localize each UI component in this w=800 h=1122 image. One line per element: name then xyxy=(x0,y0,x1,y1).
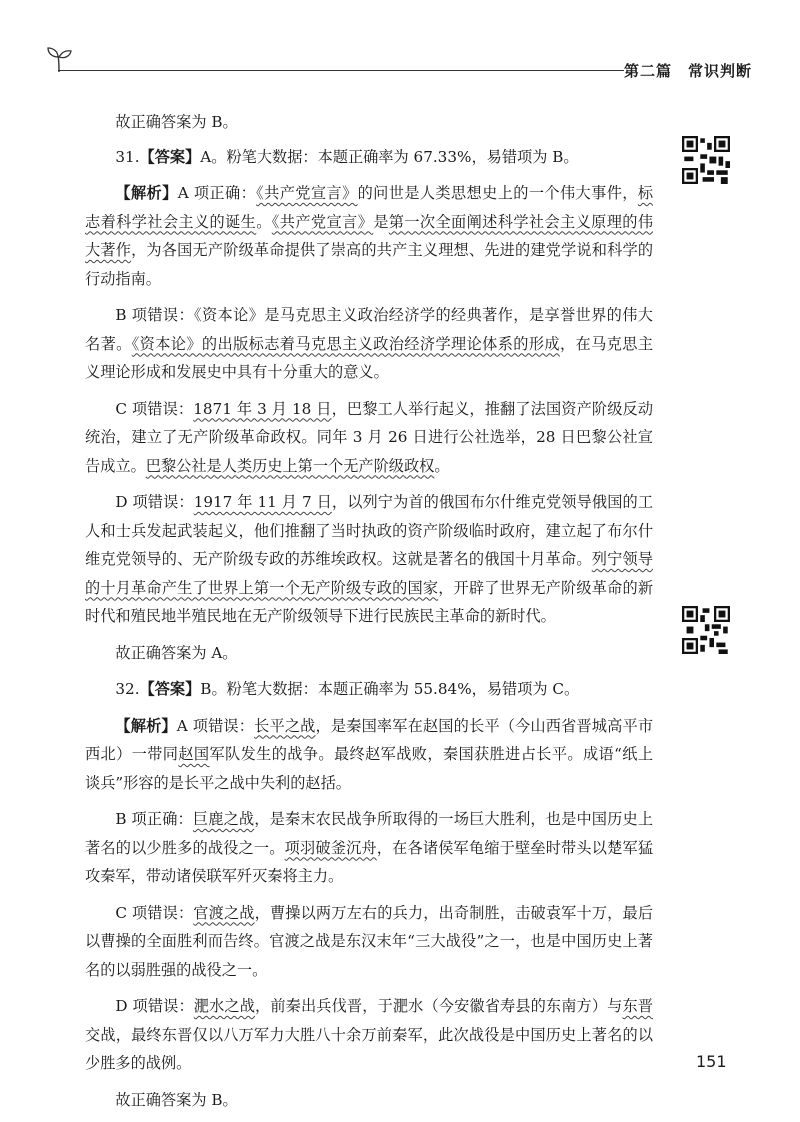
analysis-31-a xyxy=(85,179,653,293)
emphasis-text: 长平之战 xyxy=(254,716,316,735)
emphasis-text: 官渡之战 xyxy=(193,903,255,922)
analysis-text: ，为各国无产阶级革命提供了崇高的共产主义理想、先进的建党学说和科学的行动指南。 xyxy=(85,241,654,288)
emphasis-text: 1917 年 11 月 7 日 xyxy=(193,493,332,511)
question-number: 31. xyxy=(115,147,140,166)
emphasis-text: 巨鹿之战 xyxy=(192,810,255,828)
emphasis-text: 1871 年 3 月 18 日 xyxy=(193,399,332,418)
conclusion-text: 故正确答案为 B。 xyxy=(115,113,238,131)
analysis-tag: 【解析】 xyxy=(115,184,178,202)
analysis-text: ，曹操以两万左右的兵力，出奇制胜，击破袁军十万，最后以曹操的全面胜利而告终。官渡之战是东汉末年“三大战役”之一，也是中国历史上著名的以弱胜强的战役之一。 xyxy=(85,903,653,979)
analysis-31-c xyxy=(85,395,653,481)
emphasis-text: 列宁领导的十月革命产生了世界上第一个无产阶级专政的国家 xyxy=(85,550,654,597)
answer-32 xyxy=(85,675,653,704)
analysis-32-a xyxy=(85,712,653,798)
emphasis-text: 淝水之战 xyxy=(193,997,256,1015)
analysis-text: 军队发生的战争。最终赵军战败，秦国获胜进占长平。成语“纸上谈兵”形容的是长平之战中失利的赵括。 xyxy=(85,745,654,792)
answer-tag: 【答案】 xyxy=(139,147,201,166)
analysis-text: A 项错误： xyxy=(176,716,255,735)
page-number: 151 xyxy=(696,1052,727,1071)
answer-explanations xyxy=(85,108,653,1122)
emphasis-text: 《资本论》的出版标志着马克思主义政治经济学理论体系的形成 xyxy=(131,334,560,353)
emphasis-text: 巴黎公社是人类历史上第一个无产阶级政权 xyxy=(145,456,435,475)
emphasis-text: 第一次全面阐述科学社会主义原理的伟大著作 xyxy=(85,212,654,259)
qr-code-icon xyxy=(682,606,730,654)
conclusion-text: 故正确答案为 A。 xyxy=(115,643,238,662)
answer-31 xyxy=(85,143,653,172)
analysis-text: B 项正确： xyxy=(115,810,193,828)
answer-tag: 【答案】 xyxy=(139,680,201,698)
analysis-tag: 【解析】 xyxy=(115,716,177,735)
analysis-text: 。 xyxy=(434,456,450,475)
analysis-text: C 项错误： xyxy=(115,903,194,922)
question-number: 32. xyxy=(115,680,140,698)
analysis-text: 交战，最终东晋仅以八万军力大胜八十余万前秦军，此次战役是中国历史上著名的以少胜多的战例。 xyxy=(85,1025,653,1072)
section-title: 第二篇 常识判断 xyxy=(624,62,753,80)
analysis-text: ，是秦末农民战争所取得的一场巨大胜利，也是中国历史上著名的以少胜多的战役之一。 xyxy=(85,810,654,857)
analysis-32-b xyxy=(85,805,653,891)
answer-text: B。粉笔大数据：本题正确率为 55.84%，易错项为 C。 xyxy=(200,680,580,698)
analysis-text: 是 xyxy=(373,212,389,231)
analysis-text: 。 xyxy=(256,212,272,231)
analysis-32-d xyxy=(85,992,653,1078)
analysis-text: ，巴黎工人举行起义，推翻了法国资产阶级反动统治，建立了无产阶级革命政权。同年 3 月 26 日进行公社选举，28 日巴黎公社宣告成立。 xyxy=(85,399,653,475)
analysis-text: 的问世是人类思想史上的一个伟大事件， xyxy=(357,184,638,202)
emphasis-text: 《共产党宣言》 xyxy=(271,212,374,231)
analysis-text: ，前秦出兵伐晋，于淝水（今安徽省寿县的东南方）与 xyxy=(255,997,623,1015)
emphasis-text: 《共产党宣言》 xyxy=(256,184,358,202)
emphasis-text: 东晋 xyxy=(622,997,653,1015)
analysis-text: ，是秦国率军在赵国的长平（今山西省晋城高平市西北）一带同 xyxy=(85,716,654,763)
analysis-text: ，在马克思主义理论形成和发展史中具有十分重大的意义。 xyxy=(85,334,654,381)
analysis-text: D 项错误： xyxy=(115,997,194,1015)
header-rule xyxy=(58,70,624,71)
analysis-text: ，以列宁为首的俄国布尔什维克党领导俄国的工人和士兵发起武装起义，他们推翻了当时执政的资产阶级临时政府，建立起了布尔什维克党领导的、无产阶级专政的苏维埃政权。这就是著名的俄国十月革命。 xyxy=(85,493,654,568)
analysis-32-c xyxy=(85,899,653,985)
analysis-31-d xyxy=(85,488,653,631)
emphasis-text: 项羽破釜沉舟 xyxy=(284,838,377,857)
answer-text: A。粉笔大数据：本题正确率为 67.33%，易错项为 B。 xyxy=(200,147,579,166)
qr-code-icon xyxy=(682,136,730,184)
analysis-text: ，在各诸侯军龟缩于壁垒时带头以楚军猛攻秦军，带动诸侯联军歼灭秦将主力。 xyxy=(85,838,654,885)
emphasis-text: 标志着科学社会主义的诞生 xyxy=(85,184,654,231)
analysis-text: A 项正确： xyxy=(177,184,257,202)
analysis-text: ，开辟了世界无产阶级革命的新时代和殖民地半殖民地在无产阶级领导下进行民族民主革命的新时代。 xyxy=(85,578,654,625)
analysis-text: D 项错误： xyxy=(115,493,194,511)
analysis-text: C 项错误： xyxy=(115,399,194,418)
conclusion-text: 故正确答案为 B。 xyxy=(115,1090,238,1109)
analysis-31-b xyxy=(85,301,653,387)
analysis-text: B 项错误：《资本论》是马克思主义政治经济学的经典著作，是享誉世界的伟大名著。 xyxy=(85,306,653,353)
emphasis-text: 赵国 xyxy=(178,745,210,763)
